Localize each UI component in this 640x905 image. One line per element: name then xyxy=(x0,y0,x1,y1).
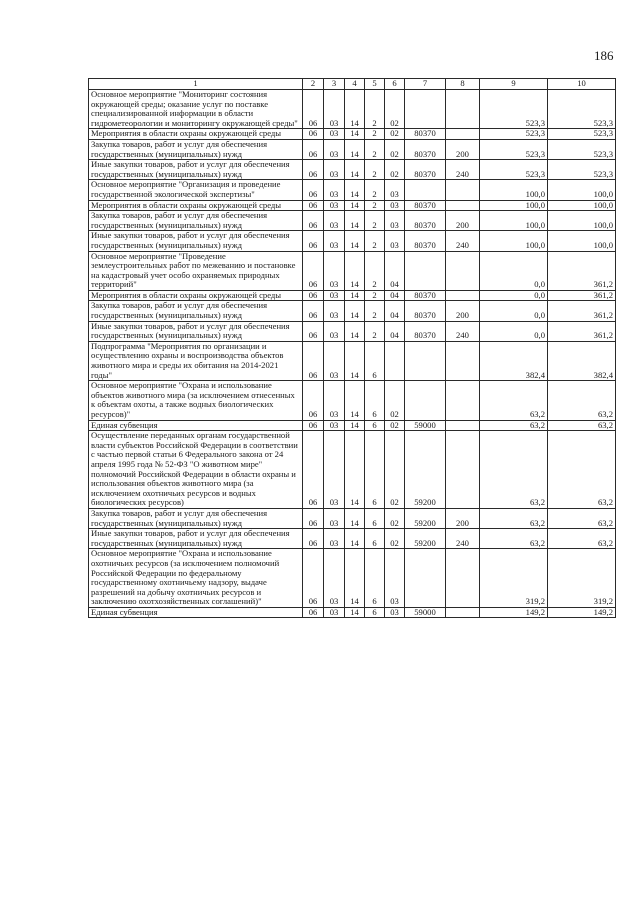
row-value-cell: 02 xyxy=(385,129,405,140)
table-row xyxy=(89,420,616,431)
row-value-cell: 100,0 xyxy=(548,200,616,211)
row-name-cell: Мероприятия в области охраны окружающей среды xyxy=(89,129,303,140)
row-value-cell: 03 xyxy=(324,607,345,618)
row-value-cell: 14 xyxy=(345,180,365,200)
row-value-cell: 63,2 xyxy=(480,529,548,549)
row-value-cell: 6 xyxy=(365,341,385,380)
row-value-cell: 100,0 xyxy=(480,231,548,251)
row-value-cell: 14 xyxy=(345,321,365,341)
row-value-cell: 03 xyxy=(324,290,345,301)
row-value-cell: 0,0 xyxy=(480,251,548,290)
row-value-cell: 2 xyxy=(365,211,385,231)
row-value-cell: 2 xyxy=(365,129,385,140)
row-name-cell: Мероприятия в области охраны окружающей среды xyxy=(89,200,303,211)
row-value-cell: 100,0 xyxy=(480,200,548,211)
row-value-cell: 14 xyxy=(345,160,365,180)
row-value-cell: 04 xyxy=(385,251,405,290)
row-value-cell: 02 xyxy=(385,139,405,159)
row-value-cell: 06 xyxy=(303,420,324,431)
row-value-cell: 2 xyxy=(365,321,385,341)
row-name-cell: Основное мероприятие "Мониторинг состояния окружающей среды; оказание услуг по поставке специализированной информации в области гидрометеорологии и мониторингу окружающей среды" xyxy=(89,90,303,129)
row-value-cell: 63,2 xyxy=(548,431,616,509)
row-value-cell: 14 xyxy=(345,211,365,231)
table-row xyxy=(89,508,616,528)
row-value-cell: 361,2 xyxy=(548,321,616,341)
row-value-cell: 100,0 xyxy=(548,211,616,231)
row-value-cell xyxy=(446,549,480,608)
row-value-cell: 6 xyxy=(365,381,385,420)
row-value-cell: 14 xyxy=(345,200,365,211)
row-name-cell: Основное мероприятие "Проведение землеустроительных работ по межеванию и постановке на кадастровый учет особо охраняемых природных территорий" xyxy=(89,251,303,290)
column-header: 10 xyxy=(548,79,616,90)
row-name-cell: Подпрограмма "Мероприятия по организации и осуществлению охраны и воспроизводства объектов животного мира и среды их обитания на 2014-2021 годы" xyxy=(89,341,303,380)
row-value-cell: 523,3 xyxy=(548,139,616,159)
table-row xyxy=(89,90,616,129)
row-value-cell xyxy=(446,290,480,301)
table-header-row xyxy=(89,79,616,90)
row-value-cell: 2 xyxy=(365,231,385,251)
table-row xyxy=(89,290,616,301)
row-value-cell: 149,2 xyxy=(548,607,616,618)
row-value-cell: 03 xyxy=(324,549,345,608)
row-value-cell: 03 xyxy=(324,200,345,211)
row-value-cell: 382,4 xyxy=(548,341,616,380)
row-value-cell: 59000 xyxy=(405,607,446,618)
row-value-cell: 02 xyxy=(385,160,405,180)
row-value-cell: 06 xyxy=(303,90,324,129)
row-value-cell: 523,3 xyxy=(480,160,548,180)
row-value-cell: 06 xyxy=(303,160,324,180)
row-value-cell: 80370 xyxy=(405,200,446,211)
row-value-cell: 06 xyxy=(303,607,324,618)
row-value-cell: 06 xyxy=(303,529,324,549)
row-value-cell: 361,2 xyxy=(548,301,616,321)
row-value-cell: 14 xyxy=(345,549,365,608)
budget-table xyxy=(88,78,616,618)
column-header: 2 xyxy=(303,79,324,90)
column-header: 8 xyxy=(446,79,480,90)
row-value-cell: 59200 xyxy=(405,529,446,549)
row-value-cell: 319,2 xyxy=(548,549,616,608)
table-row xyxy=(89,341,616,380)
row-value-cell: 63,2 xyxy=(480,420,548,431)
column-header: 9 xyxy=(480,79,548,90)
column-header: 1 xyxy=(89,79,303,90)
row-value-cell: 03 xyxy=(324,508,345,528)
row-value-cell: 02 xyxy=(385,420,405,431)
row-value-cell: 03 xyxy=(324,180,345,200)
row-value-cell: 14 xyxy=(345,290,365,301)
row-name-cell: Основное мероприятие "Охрана и использование охотничьих ресурсов (за исключением полномочий Российской Федерации по федеральному государственному охотничьему надзору, выдаче разрешений на добычу охотничьих ресурсов и заключению охотхозяйственных соглашений)" xyxy=(89,549,303,608)
row-value-cell: 100,0 xyxy=(480,211,548,231)
table-row xyxy=(89,129,616,140)
row-name-cell: Единая субвенция xyxy=(89,420,303,431)
row-value-cell: 2 xyxy=(365,290,385,301)
column-header: 4 xyxy=(345,79,365,90)
row-name-cell: Иные закупки товаров, работ и услуг для обеспечения государственных (муниципальных) нужд xyxy=(89,321,303,341)
row-name-cell: Мероприятия в области охраны окружающей среды xyxy=(89,290,303,301)
row-value-cell: 523,3 xyxy=(548,160,616,180)
row-value-cell: 14 xyxy=(345,231,365,251)
row-value-cell: 03 xyxy=(324,231,345,251)
table-body xyxy=(89,90,616,618)
row-value-cell: 100,0 xyxy=(480,180,548,200)
row-value-cell: 6 xyxy=(365,607,385,618)
row-value-cell xyxy=(446,420,480,431)
row-name-cell: Иные закупки товаров, работ и услуг для обеспечения государственных (муниципальных) нужд xyxy=(89,160,303,180)
row-value-cell: 0,0 xyxy=(480,290,548,301)
row-value-cell xyxy=(446,341,480,380)
row-value-cell: 80370 xyxy=(405,290,446,301)
table-row xyxy=(89,301,616,321)
row-value-cell: 63,2 xyxy=(548,508,616,528)
row-value-cell xyxy=(405,549,446,608)
row-value-cell: 03 xyxy=(324,431,345,509)
row-value-cell: 03 xyxy=(324,90,345,129)
row-value-cell xyxy=(405,251,446,290)
row-value-cell: 523,3 xyxy=(548,129,616,140)
row-value-cell: 523,3 xyxy=(480,139,548,159)
row-value-cell: 240 xyxy=(446,529,480,549)
row-value-cell: 06 xyxy=(303,139,324,159)
row-value-cell: 14 xyxy=(345,301,365,321)
table-row xyxy=(89,160,616,180)
row-value-cell: 03 xyxy=(385,200,405,211)
row-value-cell: 03 xyxy=(324,321,345,341)
row-value-cell xyxy=(405,341,446,380)
row-value-cell: 6 xyxy=(365,549,385,608)
row-value-cell: 240 xyxy=(446,160,480,180)
row-value-cell: 63,2 xyxy=(548,529,616,549)
row-value-cell: 14 xyxy=(345,607,365,618)
row-value-cell: 04 xyxy=(385,321,405,341)
row-value-cell: 523,3 xyxy=(548,90,616,129)
row-value-cell: 03 xyxy=(324,251,345,290)
row-value-cell: 0,0 xyxy=(480,301,548,321)
row-value-cell xyxy=(446,607,480,618)
row-value-cell: 80370 xyxy=(405,231,446,251)
row-value-cell: 80370 xyxy=(405,301,446,321)
row-value-cell: 63,2 xyxy=(480,508,548,528)
row-value-cell: 06 xyxy=(303,251,324,290)
row-value-cell xyxy=(405,381,446,420)
table-row xyxy=(89,431,616,509)
row-value-cell: 14 xyxy=(345,341,365,380)
row-value-cell: 06 xyxy=(303,211,324,231)
row-name-cell: Основное мероприятие "Организация и проведение государственной экологической экспертизы" xyxy=(89,180,303,200)
row-name-cell: Основное мероприятие "Охрана и использование объектов животного мира (за исключением отнесенных к объектам охоты, а также водных биологических ресурсов)" xyxy=(89,381,303,420)
row-value-cell: 02 xyxy=(385,529,405,549)
table-row xyxy=(89,180,616,200)
table-row xyxy=(89,139,616,159)
row-value-cell: 80370 xyxy=(405,211,446,231)
row-value-cell: 6 xyxy=(365,508,385,528)
row-value-cell: 2 xyxy=(365,139,385,159)
row-value-cell: 14 xyxy=(345,508,365,528)
row-name-cell: Закупка товаров, работ и услуг для обеспечения государственных (муниципальных) нужд xyxy=(89,211,303,231)
row-value-cell: 03 xyxy=(324,301,345,321)
row-value-cell: 06 xyxy=(303,381,324,420)
row-value-cell: 523,3 xyxy=(480,129,548,140)
row-value-cell: 03 xyxy=(385,211,405,231)
row-value-cell xyxy=(446,431,480,509)
table-row xyxy=(89,607,616,618)
row-value-cell: 06 xyxy=(303,431,324,509)
row-value-cell: 06 xyxy=(303,200,324,211)
row-value-cell xyxy=(446,180,480,200)
row-value-cell: 03 xyxy=(385,231,405,251)
row-value-cell: 06 xyxy=(303,129,324,140)
row-value-cell: 80370 xyxy=(405,129,446,140)
row-value-cell xyxy=(446,381,480,420)
column-header: 7 xyxy=(405,79,446,90)
row-value-cell: 03 xyxy=(385,180,405,200)
page-number: 186 xyxy=(594,48,614,63)
row-value-cell: 14 xyxy=(345,129,365,140)
row-value-cell: 03 xyxy=(324,160,345,180)
row-value-cell: 6 xyxy=(365,431,385,509)
row-value-cell: 14 xyxy=(345,381,365,420)
row-value-cell: 02 xyxy=(385,90,405,129)
row-value-cell: 80370 xyxy=(405,321,446,341)
row-value-cell: 06 xyxy=(303,549,324,608)
row-value-cell: 14 xyxy=(345,90,365,129)
row-value-cell xyxy=(446,90,480,129)
table-row xyxy=(89,231,616,251)
row-value-cell: 06 xyxy=(303,321,324,341)
row-value-cell: 14 xyxy=(345,251,365,290)
row-value-cell: 200 xyxy=(446,211,480,231)
row-value-cell: 200 xyxy=(446,508,480,528)
row-value-cell: 523,3 xyxy=(480,90,548,129)
row-value-cell xyxy=(385,341,405,380)
row-value-cell: 03 xyxy=(385,549,405,608)
table-row xyxy=(89,200,616,211)
row-value-cell: 63,2 xyxy=(548,381,616,420)
row-name-cell: Осуществление переданных органам государственной власти субъектов Российской Федерации в соответствии с частью первой статьи 6 Федерального закона от 24 апреля 1995 года № 52-ФЗ "О животном мире" полномочий Российской Федерации в области охраны и использования объектов животного мира (за исключением охотничьих ресурсов и водных биологических ресурсов) xyxy=(89,431,303,509)
row-value-cell: 149,2 xyxy=(480,607,548,618)
row-name-cell: Закупка товаров, работ и услуг для обеспечения государственных (муниципальных) нужд xyxy=(89,508,303,528)
row-value-cell: 03 xyxy=(385,607,405,618)
row-name-cell: Закупка товаров, работ и услуг для обеспечения государственных (муниципальных) нужд xyxy=(89,301,303,321)
table-row xyxy=(89,381,616,420)
row-value-cell: 59200 xyxy=(405,431,446,509)
row-value-cell: 63,2 xyxy=(548,420,616,431)
row-value-cell xyxy=(446,129,480,140)
row-value-cell xyxy=(446,251,480,290)
row-name-cell: Закупка товаров, работ и услуг для обеспечения государственных (муниципальных) нужд xyxy=(89,139,303,159)
row-name-cell: Иные закупки товаров, работ и услуг для обеспечения государственных (муниципальных) нужд xyxy=(89,529,303,549)
row-value-cell: 6 xyxy=(365,420,385,431)
row-value-cell: 14 xyxy=(345,529,365,549)
row-value-cell: 04 xyxy=(385,301,405,321)
row-value-cell: 06 xyxy=(303,341,324,380)
table-row xyxy=(89,321,616,341)
row-value-cell: 2 xyxy=(365,251,385,290)
table-row xyxy=(89,251,616,290)
row-value-cell: 02 xyxy=(385,381,405,420)
row-value-cell: 06 xyxy=(303,301,324,321)
row-value-cell xyxy=(405,90,446,129)
row-value-cell: 319,2 xyxy=(480,549,548,608)
row-value-cell: 6 xyxy=(365,529,385,549)
row-value-cell: 2 xyxy=(365,200,385,211)
row-value-cell: 14 xyxy=(345,139,365,159)
row-value-cell: 02 xyxy=(385,508,405,528)
row-value-cell: 04 xyxy=(385,290,405,301)
row-value-cell xyxy=(446,200,480,211)
row-value-cell: 100,0 xyxy=(548,231,616,251)
row-value-cell xyxy=(405,180,446,200)
row-value-cell: 03 xyxy=(324,211,345,231)
row-value-cell: 0,0 xyxy=(480,321,548,341)
row-value-cell: 382,4 xyxy=(480,341,548,380)
row-value-cell: 06 xyxy=(303,180,324,200)
column-header: 3 xyxy=(324,79,345,90)
row-value-cell: 2 xyxy=(365,160,385,180)
table-row xyxy=(89,549,616,608)
table-row xyxy=(89,211,616,231)
row-value-cell: 80370 xyxy=(405,160,446,180)
row-value-cell: 240 xyxy=(446,321,480,341)
row-value-cell: 03 xyxy=(324,420,345,431)
row-value-cell: 240 xyxy=(446,231,480,251)
row-value-cell: 03 xyxy=(324,381,345,420)
table-row xyxy=(89,529,616,549)
row-value-cell: 2 xyxy=(365,301,385,321)
row-value-cell: 200 xyxy=(446,139,480,159)
row-value-cell: 03 xyxy=(324,129,345,140)
row-value-cell: 63,2 xyxy=(480,381,548,420)
row-value-cell: 02 xyxy=(385,431,405,509)
column-header: 6 xyxy=(385,79,405,90)
row-value-cell: 03 xyxy=(324,529,345,549)
row-name-cell: Единая субвенция xyxy=(89,607,303,618)
column-header: 5 xyxy=(365,79,385,90)
row-value-cell: 200 xyxy=(446,301,480,321)
row-value-cell: 361,2 xyxy=(548,290,616,301)
row-value-cell: 100,0 xyxy=(548,180,616,200)
row-value-cell: 2 xyxy=(365,180,385,200)
row-value-cell: 59200 xyxy=(405,508,446,528)
row-value-cell: 06 xyxy=(303,508,324,528)
row-value-cell: 14 xyxy=(345,431,365,509)
row-value-cell: 59000 xyxy=(405,420,446,431)
row-value-cell: 03 xyxy=(324,139,345,159)
row-value-cell: 14 xyxy=(345,420,365,431)
row-name-cell: Иные закупки товаров, работ и услуг для обеспечения государственных (муниципальных) нужд xyxy=(89,231,303,251)
row-value-cell: 361,2 xyxy=(548,251,616,290)
row-value-cell: 80370 xyxy=(405,139,446,159)
row-value-cell: 63,2 xyxy=(480,431,548,509)
row-value-cell: 06 xyxy=(303,231,324,251)
row-value-cell: 06 xyxy=(303,290,324,301)
row-value-cell: 2 xyxy=(365,90,385,129)
row-value-cell: 03 xyxy=(324,341,345,380)
